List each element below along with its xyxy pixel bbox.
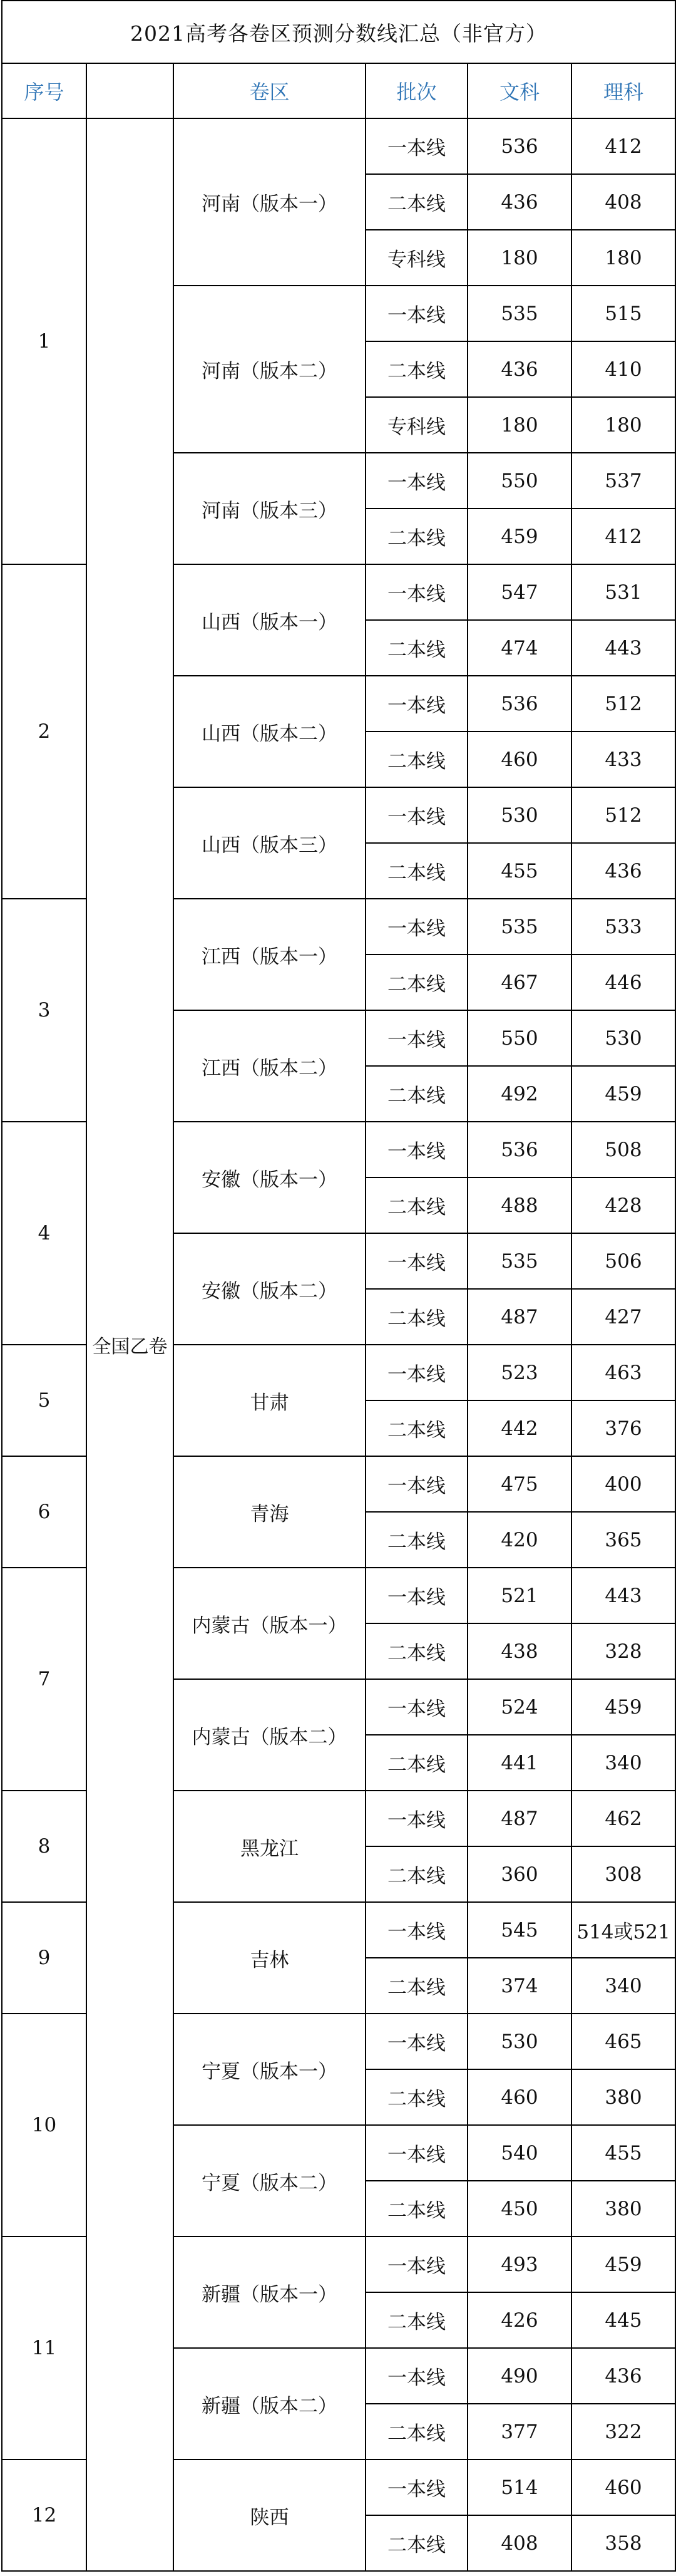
arts-score-cell: 442 <box>468 1400 571 1456</box>
arts-score-cell: 441 <box>468 1735 571 1791</box>
region-cell: 江西（版本一） <box>173 899 366 1010</box>
table-row <box>2 118 675 174</box>
science-score-cell: 180 <box>571 230 675 286</box>
score-table-body <box>2 1 675 2571</box>
batch-cell: 二本线 <box>366 174 468 230</box>
region-cell: 吉林 <box>173 1902 366 2014</box>
science-score-cell: 427 <box>571 1289 675 1345</box>
batch-cell: 一本线 <box>366 1902 468 1958</box>
science-score-cell: 533 <box>571 899 675 954</box>
title-row <box>2 1 675 63</box>
science-score-cell: 340 <box>571 1735 675 1791</box>
arts-score-cell: 377 <box>468 2404 571 2460</box>
region-cell: 安徽（版本一） <box>173 1122 366 1233</box>
science-score-cell: 365 <box>571 1512 675 1568</box>
science-score-cell: 463 <box>571 1345 675 1400</box>
batch-cell: 二本线 <box>366 2181 468 2237</box>
science-score-cell: 328 <box>571 1623 675 1679</box>
region-cell: 宁夏（版本二） <box>173 2125 366 2237</box>
science-score-cell: 531 <box>571 564 675 620</box>
arts-score-cell: 360 <box>468 1846 571 1902</box>
arts-score-cell: 487 <box>468 1289 571 1345</box>
arts-score-cell: 530 <box>468 787 571 843</box>
arts-score-cell: 547 <box>468 564 571 620</box>
region-cell: 安徽（版本二） <box>173 1233 366 1345</box>
batch-cell: 二本线 <box>366 1400 468 1456</box>
region-cell: 宁夏（版本一） <box>173 2014 366 2125</box>
arts-score-cell: 474 <box>468 620 571 676</box>
batch-cell: 二本线 <box>366 1512 468 1568</box>
science-score-cell: 400 <box>571 1456 675 1512</box>
science-score-cell: 508 <box>571 1122 675 1177</box>
arts-score-cell: 180 <box>468 230 571 286</box>
region-cell: 内蒙古（版本二） <box>173 1679 366 1791</box>
science-score-cell: 459 <box>571 2237 675 2292</box>
arts-score-cell: 455 <box>468 843 571 899</box>
group-index-cell: 7 <box>2 1568 86 1791</box>
arts-score-cell: 545 <box>468 1902 571 1958</box>
batch-cell: 二本线 <box>366 2515 468 2571</box>
science-score-cell: 537 <box>571 453 675 509</box>
group-index-cell: 11 <box>2 2237 86 2460</box>
batch-cell: 二本线 <box>366 1958 468 2014</box>
arts-score-cell: 420 <box>468 1512 571 1568</box>
science-score-cell: 412 <box>571 118 675 174</box>
arts-score-cell: 426 <box>468 2292 571 2348</box>
batch-cell: 一本线 <box>366 1568 468 1623</box>
science-score-cell: 428 <box>571 1177 675 1233</box>
batch-cell: 一本线 <box>366 1122 468 1177</box>
batch-cell: 一本线 <box>366 1679 468 1735</box>
arts-score-cell: 408 <box>468 2515 571 2571</box>
batch-cell: 一本线 <box>366 118 468 174</box>
arts-score-cell: 459 <box>468 509 571 564</box>
batch-cell: 二本线 <box>366 954 468 1010</box>
group-index-cell: 4 <box>2 1122 86 1345</box>
arts-score-cell: 436 <box>468 174 571 230</box>
batch-cell: 二本线 <box>366 1735 468 1791</box>
batch-cell: 一本线 <box>366 1791 468 1846</box>
arts-score-cell: 180 <box>468 397 571 453</box>
region-cell: 新疆（版本一） <box>173 2237 366 2348</box>
batch-cell: 二本线 <box>366 1066 468 1122</box>
science-score-cell: 460 <box>571 2460 675 2515</box>
arts-score-cell: 514 <box>468 2460 571 2515</box>
batch-cell: 一本线 <box>366 564 468 620</box>
science-score-cell: 459 <box>571 1066 675 1122</box>
science-score-cell: 446 <box>571 954 675 1010</box>
region-cell: 江西（版本二） <box>173 1010 366 1122</box>
science-score-cell: 455 <box>571 2125 675 2181</box>
science-score-cell: 433 <box>571 732 675 787</box>
batch-cell: 二本线 <box>366 2292 468 2348</box>
batch-cell: 一本线 <box>366 2014 468 2069</box>
table-title: 2021高考各卷区预测分数线汇总（非官方） <box>2 1 675 63</box>
science-score-cell: 459 <box>571 1679 675 1735</box>
region-cell: 河南（版本三） <box>173 453 366 564</box>
science-score-cell: 506 <box>571 1233 675 1289</box>
arts-score-cell: 374 <box>468 1958 571 2014</box>
group-index-cell: 9 <box>2 1902 86 2014</box>
region-cell: 内蒙古（版本一） <box>173 1568 366 1679</box>
header-science: 理科 <box>571 63 675 118</box>
batch-cell: 一本线 <box>366 1345 468 1400</box>
batch-cell: 一本线 <box>366 286 468 341</box>
science-score-cell: 412 <box>571 509 675 564</box>
batch-cell: 二本线 <box>366 843 468 899</box>
science-score-cell: 465 <box>571 2014 675 2069</box>
science-score-cell: 322 <box>571 2404 675 2460</box>
batch-cell: 专科线 <box>366 230 468 286</box>
arts-score-cell: 530 <box>468 2014 571 2069</box>
arts-score-cell: 536 <box>468 676 571 732</box>
header-row <box>2 63 675 118</box>
science-score-cell: 512 <box>571 787 675 843</box>
header-index: 序号 <box>2 63 86 118</box>
arts-score-cell: 490 <box>468 2348 571 2404</box>
science-score-cell: 408 <box>571 174 675 230</box>
score-table <box>1 0 676 2572</box>
science-score-cell: 380 <box>571 2069 675 2125</box>
batch-cell: 二本线 <box>366 1623 468 1679</box>
science-score-cell: 340 <box>571 1958 675 2014</box>
batch-cell: 一本线 <box>366 2237 468 2292</box>
region-cell: 甘肃 <box>173 1345 366 1456</box>
arts-score-cell: 460 <box>468 732 571 787</box>
arts-score-cell: 535 <box>468 899 571 954</box>
arts-score-cell: 540 <box>468 2125 571 2181</box>
group-index-cell: 3 <box>2 899 86 1122</box>
arts-score-cell: 450 <box>468 2181 571 2237</box>
header-batch: 批次 <box>366 63 468 118</box>
science-score-cell: 308 <box>571 1846 675 1902</box>
region-cell: 山西（版本二） <box>173 676 366 787</box>
batch-cell: 一本线 <box>366 787 468 843</box>
batch-cell: 二本线 <box>366 1289 468 1345</box>
group-index-cell: 8 <box>2 1791 86 1902</box>
batch-cell: 一本线 <box>366 2348 468 2404</box>
header-paper <box>86 63 173 118</box>
arts-score-cell: 436 <box>468 341 571 397</box>
group-index-cell: 2 <box>2 564 86 899</box>
region-cell: 山西（版本一） <box>173 564 366 676</box>
arts-score-cell: 438 <box>468 1623 571 1679</box>
batch-cell: 二本线 <box>366 732 468 787</box>
batch-cell: 一本线 <box>366 1010 468 1066</box>
arts-score-cell: 492 <box>468 1066 571 1122</box>
arts-score-cell: 487 <box>468 1791 571 1846</box>
batch-cell: 一本线 <box>366 2460 468 2515</box>
batch-cell: 二本线 <box>366 2069 468 2125</box>
batch-cell: 一本线 <box>366 2125 468 2181</box>
batch-cell: 二本线 <box>366 2404 468 2460</box>
arts-score-cell: 524 <box>468 1679 571 1735</box>
science-score-cell: 443 <box>571 620 675 676</box>
region-cell: 黑龙江 <box>173 1791 366 1902</box>
arts-score-cell: 521 <box>468 1568 571 1623</box>
batch-cell: 二本线 <box>366 1846 468 1902</box>
science-score-cell: 376 <box>571 1400 675 1456</box>
region-cell: 青海 <box>173 1456 366 1568</box>
arts-score-cell: 536 <box>468 1122 571 1177</box>
group-index-cell: 10 <box>2 2014 86 2237</box>
arts-score-cell: 475 <box>468 1456 571 1512</box>
group-index-cell: 6 <box>2 1456 86 1568</box>
batch-cell: 二本线 <box>366 509 468 564</box>
science-score-cell: 358 <box>571 2515 675 2571</box>
science-score-cell: 380 <box>571 2181 675 2237</box>
group-index-cell: 5 <box>2 1345 86 1456</box>
batch-cell: 二本线 <box>366 1177 468 1233</box>
region-cell: 新疆（版本二） <box>173 2348 366 2460</box>
science-score-cell: 445 <box>571 2292 675 2348</box>
batch-cell: 一本线 <box>366 1233 468 1289</box>
science-score-cell: 436 <box>571 2348 675 2404</box>
science-score-cell: 410 <box>571 341 675 397</box>
arts-score-cell: 467 <box>468 954 571 1010</box>
science-score-cell: 515 <box>571 286 675 341</box>
science-score-cell: 512 <box>571 676 675 732</box>
science-score-cell: 180 <box>571 397 675 453</box>
arts-score-cell: 536 <box>468 118 571 174</box>
region-cell: 河南（版本二） <box>173 286 366 453</box>
batch-cell: 一本线 <box>366 676 468 732</box>
batch-cell: 专科线 <box>366 397 468 453</box>
science-score-cell: 436 <box>571 843 675 899</box>
batch-cell: 一本线 <box>366 899 468 954</box>
batch-cell: 一本线 <box>366 453 468 509</box>
arts-score-cell: 523 <box>468 1345 571 1400</box>
batch-cell: 二本线 <box>366 620 468 676</box>
paper-name-cell: 全国乙卷 <box>86 118 173 2571</box>
arts-score-cell: 535 <box>468 286 571 341</box>
science-score-cell: 462 <box>571 1791 675 1846</box>
arts-score-cell: 460 <box>468 2069 571 2125</box>
arts-score-cell: 550 <box>468 1010 571 1066</box>
batch-cell: 二本线 <box>366 341 468 397</box>
group-index-cell: 1 <box>2 118 86 564</box>
science-score-cell: 443 <box>571 1568 675 1623</box>
batch-cell: 一本线 <box>366 1456 468 1512</box>
arts-score-cell: 535 <box>468 1233 571 1289</box>
science-score-cell: 514或521 <box>571 1902 675 1958</box>
science-score-cell: 530 <box>571 1010 675 1066</box>
header-arts: 文科 <box>468 63 571 118</box>
region-cell: 山西（版本三） <box>173 787 366 899</box>
region-cell: 陕西 <box>173 2460 366 2571</box>
arts-score-cell: 550 <box>468 453 571 509</box>
arts-score-cell: 493 <box>468 2237 571 2292</box>
arts-score-cell: 488 <box>468 1177 571 1233</box>
region-cell: 河南（版本一） <box>173 118 366 286</box>
header-region: 卷区 <box>173 63 366 118</box>
group-index-cell: 12 <box>2 2460 86 2571</box>
